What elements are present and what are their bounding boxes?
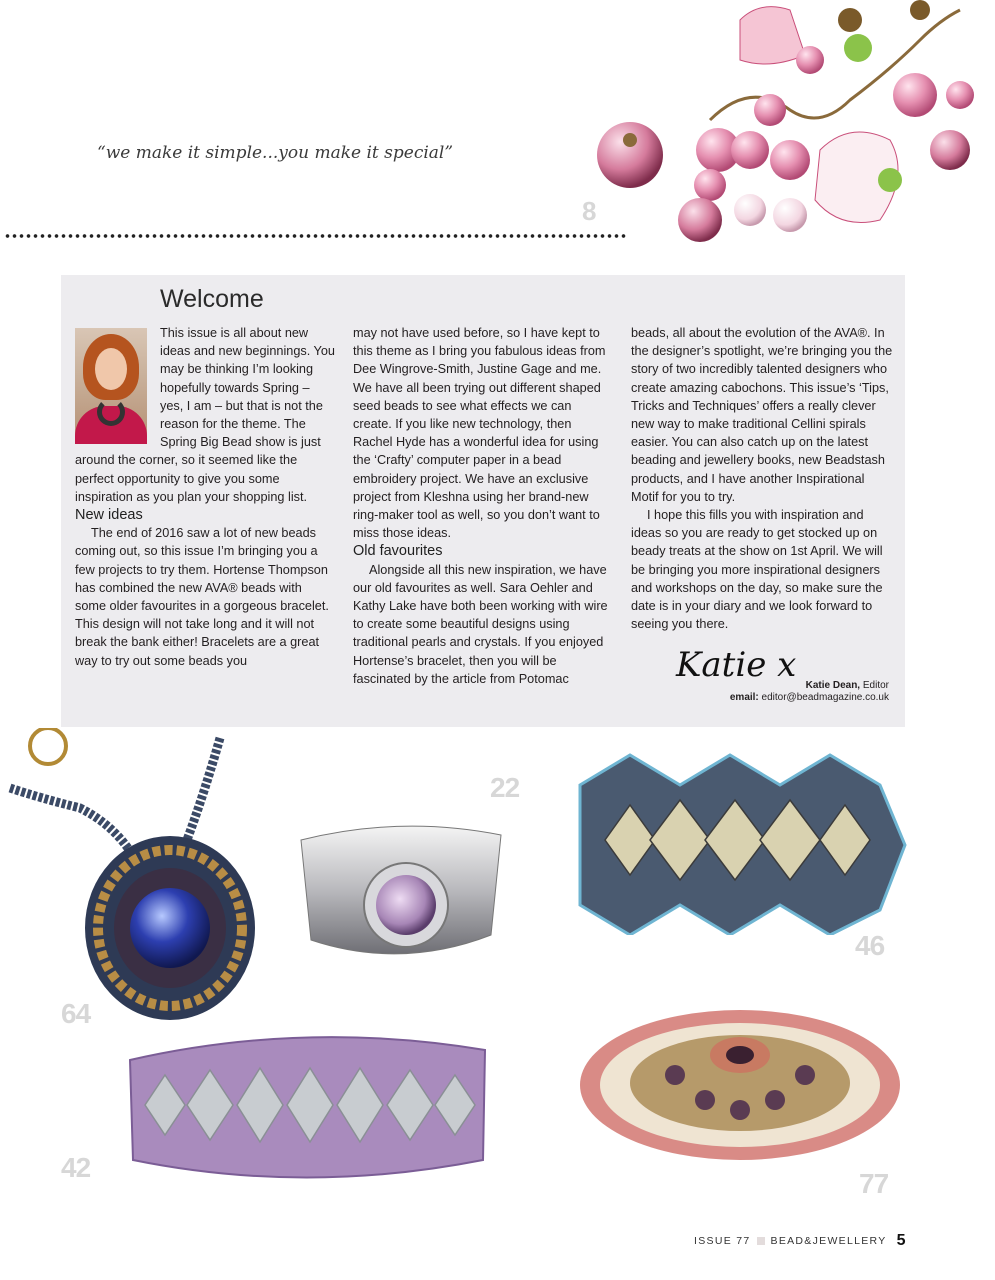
page-ref-diamond-bracelet: 46 (855, 930, 885, 961)
editor-signature: Katie x (676, 645, 797, 685)
issue-number: ISSUE 77 (694, 1235, 751, 1247)
page-ref-medallion: 77 (859, 1168, 889, 1199)
column2-paragraph: may not have used before, so I have kept to this theme as I bring you fabulous ideas from Dee Wingrove-Smith, Justine Gage and me. We have all been trying out different shaped seed beads to see what effects we can create. If you like new technology, then Rachel Hyde has a wonderful idea for using the ‘Crafty’ computer paper in a bead embroidery project. We have an exclusive project from Kleshna using her brand-new ring-maker tool as well, so you don’t want to miss those ideas. (353, 326, 606, 541)
subhead-old-favourites: Old favourites (353, 543, 443, 560)
email-label: email: (729, 692, 759, 703)
old-favourites-paragraph: Alongside all this new inspiration, we have our old favourites as well. Sara Oehler and Kathy Lake have both been working with wire to create some beautiful designs using traditional pearls and crystals. If you enjoyed Hortense’s bracelet, then you will be fascinated by the article from Potomac (353, 562, 608, 686)
welcome-column-3 (631, 324, 893, 633)
pendant-photo (0, 728, 300, 1028)
welcome-title: Welcome (160, 285, 264, 313)
footer-separator (757, 1237, 765, 1245)
editor-email-line (730, 692, 889, 703)
editor-email[interactable]: editor@beadmagazine.co.uk (761, 692, 889, 703)
welcome-column-2 (353, 324, 613, 688)
new-ideas-paragraph: The end of 2016 saw a lot of new beads coming out, so this issue I’m bringing you a few projects to try them. Hortense Thompson has combined the new AVA® beads with some older favourites in a gorgeous bracelet. This design will not take long and it will not break the bank either! Bracelets are a great way to try out some beads you (75, 526, 329, 668)
subhead-new-ideas: New ideas (75, 507, 143, 524)
header-beads-photo (590, 0, 995, 270)
editor-credit (806, 680, 889, 691)
tagline: “we make it simple...you make it special” (97, 143, 454, 163)
column3-paragraph: beads, all about the evolution of the AVA®. In the designer’s spotlight, we’re bringing you the story of two incredibly talented designers who create amazing cabochons. This issue’s ‘Tips, Tricks and Techniques’ offers a really clever new way to make traditional Cellini spirals easier. You can also catch up on the latest beading and jewellery books, new Beadstash products, and I have another Inspirational Motif for you to try. (631, 326, 893, 504)
page-number: 5 (896, 1232, 906, 1249)
editor-name: Katie Dean, (805, 680, 861, 691)
editor-role: Editor (862, 680, 889, 691)
ring-photo (296, 820, 506, 975)
page-ref-ring: 22 (490, 772, 520, 803)
page-ref-grey-bracelet: 42 (61, 1152, 91, 1183)
magazine-name: BEAD&JEWELLERY (770, 1235, 887, 1247)
intro-paragraph: This issue is all about new ideas and new beginnings. You may be thinking I’m looking hopefully towards Spring – yes, I am – but that is not the reason for the theme. The Spring Big Bead show is just around the corner, so it seemed like the perfect opportunity to give you some inspiration as you plan your shopping list. (75, 326, 335, 504)
page-footer (694, 1232, 905, 1250)
closing-paragraph: I hope this fills you with inspiration and ideas so you are ready to get stocked up on beady treats at the show on 1st April. We will be bringing you more inspirational designers and workshops on the day, so make sure the date is in your diary and we look forward to seeing you there. (631, 508, 883, 632)
diamond-bracelet-photo (570, 745, 910, 935)
page-ref-header: 8 (582, 196, 596, 226)
dotted-divider (4, 233, 626, 239)
grey-bracelet-photo (125, 1020, 490, 1190)
editor-photo (75, 328, 147, 444)
welcome-column-1 (75, 324, 335, 670)
medallion-photo (575, 1005, 905, 1165)
page-ref-pendant: 64 (61, 998, 91, 1029)
